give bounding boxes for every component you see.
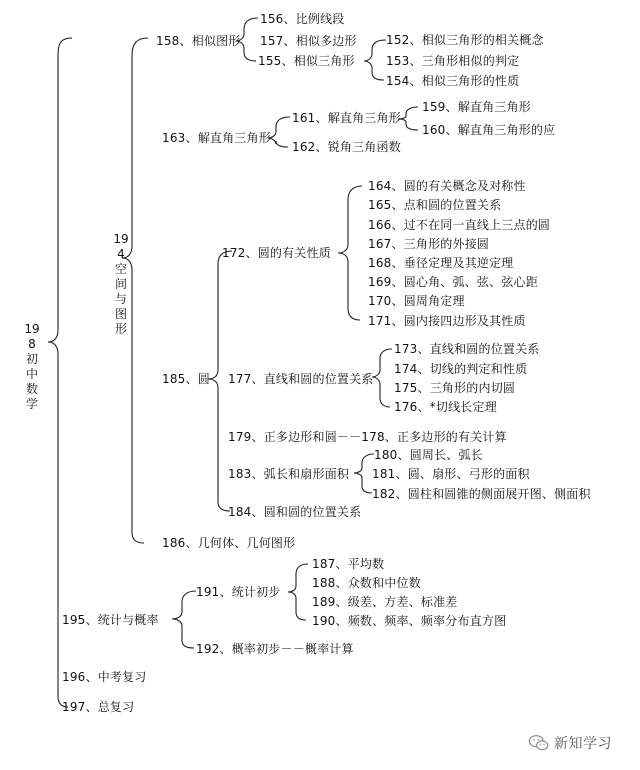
- node-153: 153、三角形相似的判定: [386, 54, 520, 68]
- node-163-right-triangle: 163、解直角三角形: [162, 131, 271, 145]
- node-187: 187、平均数: [312, 557, 385, 571]
- bracket-195: [172, 591, 196, 648]
- node-160: 160、解直角三角形的应: [422, 123, 556, 137]
- node-168: 168、垂径定理及其逆定理: [368, 256, 514, 270]
- node-164: 164、圆的有关概念及对称性: [368, 179, 526, 193]
- node-176: 176、*切线长定理: [394, 400, 497, 414]
- node-191-statistics-basics: 191、统计初步: [196, 585, 281, 599]
- node-190: 190、频数、频率、频率分布直方图: [312, 614, 507, 628]
- bracket-191: [288, 564, 308, 620]
- node-180: 180、圆周长、弧长: [374, 448, 483, 462]
- node-174: 174、切线的判定和性质: [394, 362, 528, 376]
- node-157: 157、相似多边形: [260, 34, 357, 48]
- node-169: 169、圆心角、弧、弦、弦心距: [368, 275, 538, 289]
- node-152: 152、相似三角形的相关概念: [386, 33, 544, 47]
- node-165: 165、点和圆的位置关系: [368, 198, 502, 212]
- watermark: [528, 732, 612, 754]
- node-156: 156、比例线段: [260, 12, 345, 26]
- bracket-177: [372, 349, 392, 407]
- node-172-circle-properties: 172、圆的有关性质: [222, 246, 331, 260]
- node-154: 154、相似三角形的性质: [386, 74, 520, 88]
- bracket-155: [364, 40, 386, 80]
- node-158-similar-figures: 158、相似图形: [156, 34, 241, 48]
- node-181: 181、圆、扇形、弓形的面积: [372, 467, 530, 481]
- node-161: 161、解直角三角形: [292, 111, 401, 125]
- node-155: 155、相似三角形: [258, 54, 355, 68]
- node-173: 173、直线和圆的位置关系: [394, 342, 540, 356]
- node-197-general-review: 197、总复习: [62, 700, 135, 714]
- node-182: 182、圆柱和圆锥的侧面展开图、侧面积: [372, 487, 591, 501]
- bracket-163: [268, 117, 290, 147]
- node-194-space-and-geometry: 194空间与图形: [113, 232, 129, 336]
- node-175: 175、三角形的内切圆: [394, 381, 516, 395]
- node-192-probability-basics: 192、概率初步－－概率计算: [196, 642, 354, 656]
- node-167: 167、三角形的外接圆: [368, 237, 490, 251]
- node-166: 166、过不在同一直线上三点的圆: [368, 218, 551, 232]
- node-189: 189、级差、方差、标准差: [312, 595, 458, 609]
- node-188: 188、众数和中位数: [312, 576, 421, 590]
- node-159: 159、解直角三角形: [422, 100, 531, 114]
- bracket-183: [354, 454, 374, 493]
- wechat-icon: [528, 732, 550, 754]
- node-162: 162、锐角三角函数: [292, 140, 401, 154]
- node-186-solids: 186、几何体、几何图形: [162, 536, 296, 550]
- bracket-161: [398, 107, 418, 130]
- node-177-line-and-circle: 177、直线和圆的位置关系: [228, 372, 374, 386]
- node-195-statistics-probability: 195、统计与概率: [62, 613, 159, 627]
- bracket-172: [338, 186, 362, 320]
- node-183-arc-length: 183、弧长和扇形面积: [228, 467, 350, 481]
- node-179-regular-polygon: 179、正多边形和圆－－178、正多边形的有关计算: [228, 430, 507, 444]
- node-198-root: 198初中数学: [24, 322, 40, 411]
- node-184-circle-and-circle: 184、圆和圆的位置关系: [228, 505, 362, 519]
- bracket-198: [48, 38, 72, 707]
- node-171: 171、圆内接四边形及其性质: [368, 314, 526, 328]
- node-170: 170、圆周角定理: [368, 294, 465, 308]
- node-185-circle: 185、圆: [162, 372, 210, 386]
- watermark-text: 新知学习: [554, 736, 612, 752]
- node-196-exam-review: 196、中考复习: [62, 670, 147, 684]
